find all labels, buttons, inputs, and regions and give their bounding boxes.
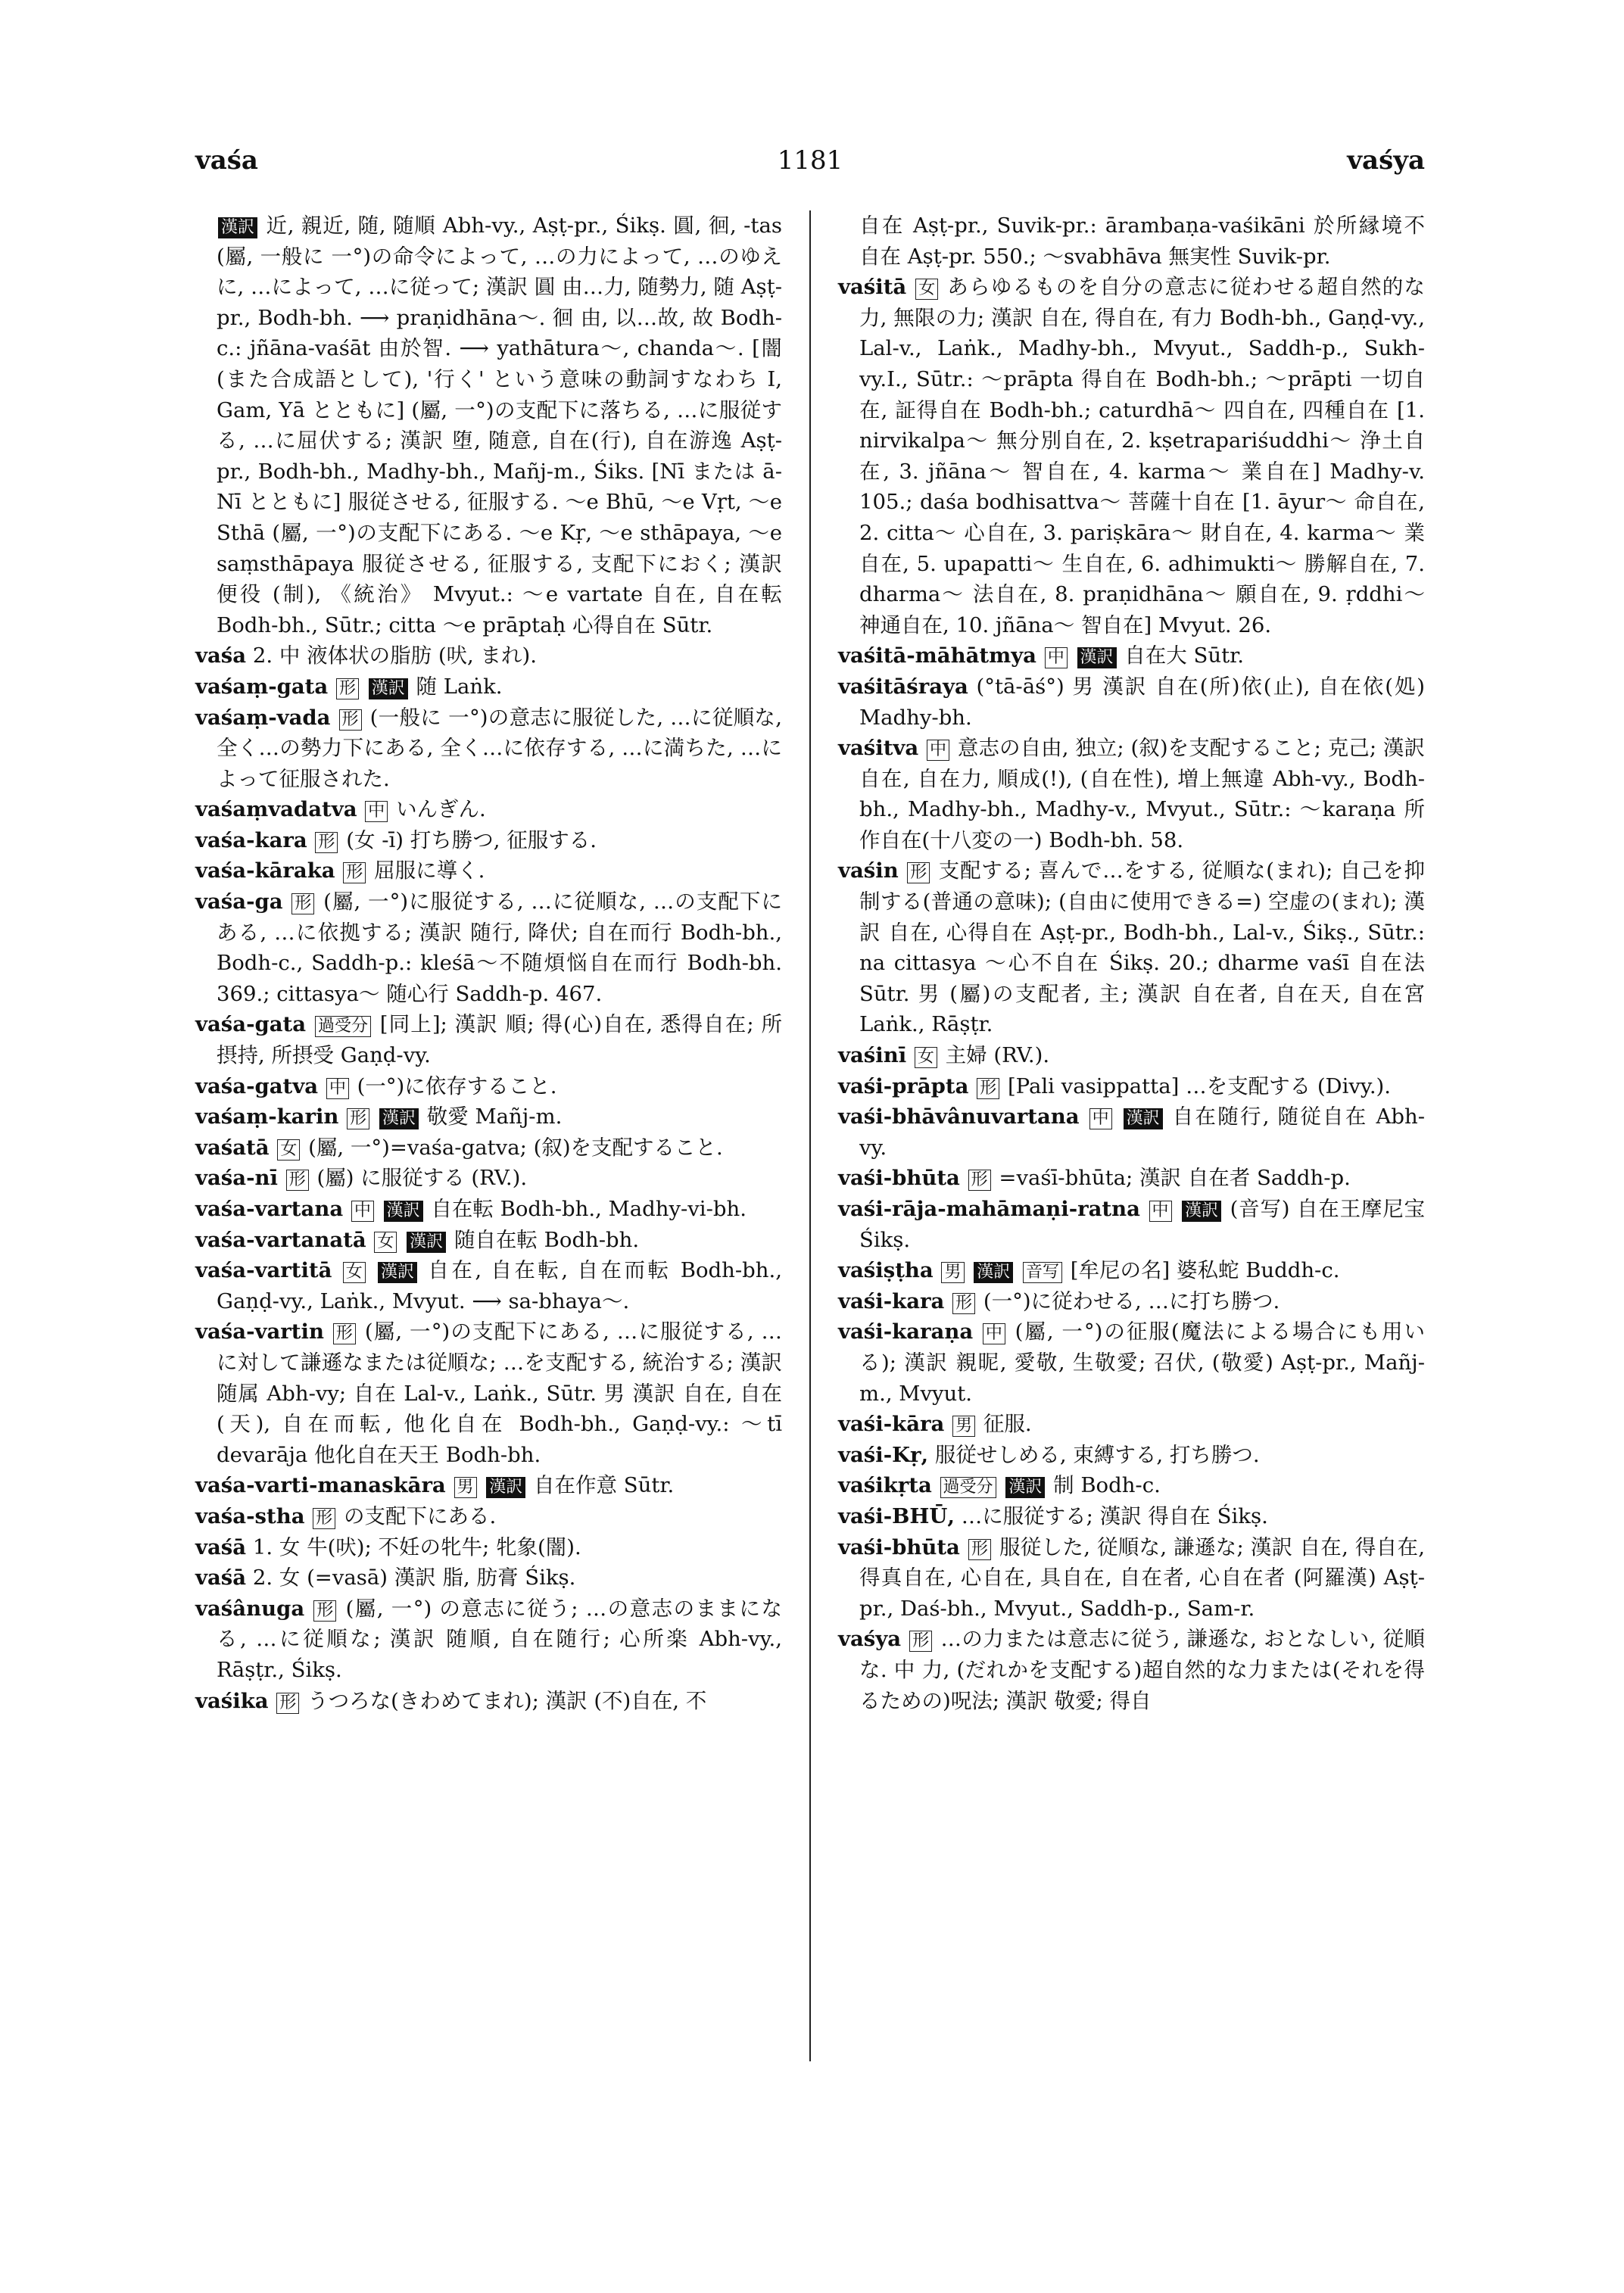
- headword: vaśânuga: [195, 1596, 305, 1621]
- grammar-tag: 女: [374, 1232, 397, 1253]
- grammar-tag: 男: [454, 1477, 477, 1498]
- definition-text: (°tā-āś°) 男 漢訳 自在(所)依(止), 自在依(処) Madhy-bh.: [859, 674, 1425, 730]
- definition-text: 屈服に導く.: [374, 858, 485, 883]
- definition-text: 征服.: [983, 1412, 1032, 1437]
- definition-text: (一°)に従わせる, …に打ち勝つ.: [983, 1288, 1280, 1313]
- grammar-tag: 漢訳: [974, 1262, 1013, 1283]
- headword: vaśā: [195, 1566, 247, 1590]
- dictionary-entry: [195, 1594, 782, 1686]
- headword: vaśika: [195, 1688, 269, 1713]
- grammar-tag: 漢訳: [486, 1477, 525, 1498]
- headword: vaśa-kāraka: [195, 858, 335, 883]
- headword: vaśi-bhūta: [838, 1166, 960, 1191]
- definition-text: 服従した, 従順な, 謙遜な; 漢訳 自在, 得自在, 得真自在, 心自在, 具自在, 自在者, 心自在者 (阿羅漢) Aṣṭ-pr., Daś-bh., Mvyut., Saddh-p., Sam-r.: [859, 1534, 1425, 1621]
- headword: vaśa-gata: [195, 1012, 307, 1037]
- grammar-tag: 形: [968, 1539, 991, 1560]
- dictionary-entry: [838, 1440, 1425, 1471]
- grammar-tag: 形: [313, 1508, 335, 1529]
- definition-text: 2. 中 液体状の脂肪 (吠, まれ).: [252, 643, 538, 668]
- grammar-tag: 中: [326, 1078, 349, 1099]
- definition-text: 主婦 (RV.).: [945, 1043, 1050, 1068]
- dictionary-entry: [195, 1501, 782, 1532]
- grammar-tag: 中: [351, 1201, 374, 1222]
- grammar-tag: 形: [315, 832, 338, 853]
- headword: vaśa-vartana: [195, 1197, 344, 1221]
- definition-text: 随 Laṅk.: [416, 674, 503, 699]
- dictionary-entry: [195, 1255, 782, 1316]
- dictionary-entry: [838, 210, 1425, 272]
- grammar-tag: 形: [909, 1631, 932, 1652]
- grammar-tag: 形: [313, 1600, 336, 1622]
- dictionary-entry: [195, 1163, 782, 1194]
- definition-text: [同上]; 漢訳 順; 得(心)自在, 悉得自在; 所摂持, 所摂受 Gaṇḍ-vy.: [217, 1012, 782, 1068]
- headword: vaśinī: [838, 1043, 907, 1068]
- right-column: [838, 210, 1425, 1716]
- dictionary-entry: [838, 1470, 1425, 1501]
- definition-text: いんぎん.: [396, 797, 486, 822]
- grammar-tag: 形: [333, 1323, 356, 1344]
- definition-text: (屬, 一°)の征服(魔法による場合にも用いる); 漢訳 親昵, 愛敬, 生敬愛; 召伏, (敬愛) Aṣṭ-pr., Mañj-m., Mvyut.: [859, 1319, 1426, 1406]
- definition-text: うつろな(きわめてまれ); 漢訳 (不)自在, 不: [307, 1688, 707, 1713]
- definition-text: 自在 Aṣṭ-pr., Suvik-pr.: ārambaṇa-vaśikāni 於所縁境不自在 Aṣṭ-pr. 550.; ～svabhāva 無実性 Suvik-pr.: [859, 213, 1425, 269]
- headword: vaśi-bhāvânuvartana: [838, 1104, 1080, 1129]
- headword: vaśaṃvadatva: [195, 797, 357, 822]
- definition-text: (屬, 一°)の支配下にある, …に服従する, …に対して謙遜なまたは従順な; …を支配する, 統治する; 漢訳 随属 Abh-vy; 自在 Lal-v., Laṅk., Sūtr. 男 漢訳 自在, 自在(天), 自在而転, 他化自在 Bodh-bh., Gaṇḍ-vy.: ～tī devarāja 他化自在天王 Bodh-bh.: [217, 1319, 782, 1467]
- column-divider: [809, 210, 811, 2061]
- grammar-tag: 漢訳: [378, 1262, 417, 1283]
- grammar-tag: 女: [343, 1262, 366, 1283]
- definition-text: …に服従する; 漢訳 得自在 Śikṣ.: [961, 1503, 1268, 1528]
- dictionary-entry: [195, 825, 782, 856]
- definition-text: の支配下にある.: [344, 1503, 497, 1528]
- definition-text: 意志の自由, 独立; (叙)を支配すること; 克己; 漢訳 自在, 自在力, 順成(!), (自在性), 増上無違 Abh-vy., Bodh-bh., Madhy-bh., Madhy-v., Mvyut., Sūtr.: ～karaṇa 所作自在(十八変の一) Bodh-bh. 58.: [859, 736, 1425, 852]
- headword: vaśa: [195, 643, 247, 668]
- grammar-tag: 漢訳: [384, 1201, 423, 1222]
- headword: vaśya: [838, 1627, 902, 1652]
- grammar-tag: 漢訳: [369, 678, 408, 699]
- grammar-tag: 形: [336, 678, 359, 699]
- grammar-tag: 中: [1149, 1201, 1172, 1222]
- dictionary-entry: [195, 671, 782, 703]
- grammar-tag: 漢訳: [1005, 1477, 1045, 1498]
- dictionary-entry: [838, 1040, 1425, 1071]
- definition-text: 服従せしめる, 束縛する, 打ち勝つ.: [934, 1442, 1260, 1467]
- grammar-tag: 形: [952, 1293, 975, 1314]
- dictionary-entry: [195, 210, 782, 640]
- definition-text: 支配する; 喜んで…をする, 従順な(まれ); 自己を抑制する(普通の意味); (自由に使用できる=) 空虚の(まれ); 漢訳 自在, 心得自在 Aṣṭ-pr., Bodh-bh., Lal-v., Śikṣ., Sūtr.: na cittasya ～心不自在 Śikṣ. 20.; dharme vaśī 自在法 Sūtr. 男 (屬)の支配者, 主; 漢訳 自在者, 自在天, 自在宮 Laṅk., Rāṣṭr.: [859, 858, 1425, 1037]
- grammar-tag: 過受分: [315, 1016, 371, 1037]
- dictionary-entry: [195, 1316, 782, 1470]
- definition-text: 自在大 Sūtr.: [1124, 643, 1244, 668]
- headword: vaśa-vartanatā: [195, 1227, 366, 1252]
- dictionary-entry: [195, 794, 782, 825]
- definition-text: 1. 女 牛(吠); 不妊の牝牛; 牝象(闇).: [252, 1534, 581, 1559]
- running-head-left: vaśa: [195, 145, 258, 176]
- dictionary-entry: [195, 855, 782, 886]
- dictionary-entry: [838, 1532, 1425, 1625]
- dictionary-entry: [195, 1132, 782, 1164]
- definition-text: [牟尼の名] 婆私蛇 Buddh-c.: [1070, 1258, 1340, 1283]
- dictionary-entry: [195, 1101, 782, 1132]
- grammar-tag: 中: [1089, 1108, 1112, 1129]
- headword: vaśaṃ-vada: [195, 705, 331, 730]
- dictionary-entry: [838, 1624, 1425, 1716]
- dictionary-entry: [838, 671, 1425, 733]
- definition-text: (女 -ī) 打ち勝つ, 征服する.: [346, 827, 597, 852]
- headword: vaśitāśraya: [838, 674, 968, 699]
- headword: vaśin: [838, 858, 899, 883]
- dictionary-entry: [838, 733, 1425, 855]
- definition-text: (一般に 一°)の意志に服従した, …に従順な, 全く…の勢力下にある, 全く…に依存する, …に満ちた, …によって征服された.: [217, 705, 782, 791]
- dictionary-entry: [195, 1686, 782, 1717]
- grammar-tag: 漢訳: [407, 1232, 446, 1253]
- grammar-tag: 形: [977, 1078, 999, 1099]
- headword: vaśa-vartin: [195, 1319, 324, 1344]
- dictionary-entry: [838, 1071, 1425, 1102]
- grammar-tag: 漢訳: [1077, 647, 1117, 668]
- dictionary-entry: [195, 703, 782, 795]
- running-head: [189, 145, 1431, 191]
- definition-text: =vaśī-bhūta; 漢訳 自在者 Saddh-p.: [999, 1166, 1351, 1191]
- dictionary-entry: [838, 1163, 1425, 1194]
- headword: vaśi-rāja-mahāmaṇi-ratna: [838, 1197, 1140, 1221]
- dictionary-entry: [838, 855, 1425, 1040]
- definition-text: 制 Bodh-c.: [1053, 1473, 1161, 1498]
- dictionary-entry: [195, 1470, 782, 1501]
- grammar-tag: 漢訳: [1124, 1108, 1163, 1129]
- grammar-tag: 形: [286, 1170, 309, 1191]
- grammar-tag: 形: [347, 1108, 369, 1129]
- grammar-tag: 女: [915, 279, 938, 300]
- definition-text: (屬, 一°)に服従する, …に従順な, …の支配下にある, …に依拠する; 漢訳 随行, 降伏; 自在而行 Bodh-bh., Bodh-c., Saddh-p.: kleśā～不随煩悩自在而行 Bodh-bh. 369.; cittasya～ 随心行 Saddh-p. 467.: [217, 889, 782, 1006]
- dictionary-entry: [838, 1316, 1425, 1409]
- headword: vaśitā: [838, 275, 907, 300]
- grammar-tag: 形: [343, 862, 366, 883]
- headword: vaśa-vartitā: [195, 1258, 332, 1283]
- grammar-tag: 男: [952, 1416, 975, 1437]
- headword: vaśatā: [195, 1135, 270, 1160]
- headword: vaśi-bhūta: [838, 1534, 960, 1559]
- definition-text: あらゆるものを自分の意志に従わせる超自然的な力, 無限の力; 漢訳 自在, 得自在, 有力 Bodh-bh., Gaṇḍ-vy., Lal-v., Laṅk., Madhy-bh., Mvyut., Saddh-p., Sukh-vy.I., Sūtr.: ～prāpta 得自在 Bodh-bh.; ～prāpti 一切自在, 証得自在 Bodh-bh.; caturdhā～ 四自在, 四種自在 [1. nirvikalpa～ 無分別自在, 2. kṣetrapariśuddhi～ 浄土自在, 3. jñāna～ 智自在, 4. karma～ 業自在] Madhy-v. 105.; daśa bodhisattva～ 菩薩十自在 [1. āyur～ 命自在, 2. citta～ 心自在, 3. pariṣkāra～ 財自在, 4. karma～ 業自在, 5. upapatti～ 生自在, 6. adhimukti～ 勝解自在, 7. dharma～ 法自在, 8. praṇidhāna～ 願自在, 9. ṛddhi～ 神通自在, 10. jñāna～ 智自在] Mvyut. 26.: [859, 275, 1426, 637]
- headword: vaśa-nī: [195, 1166, 278, 1191]
- grammar-tag: 女: [277, 1139, 300, 1161]
- headword: vaśa-ga: [195, 889, 283, 914]
- grammar-tag: 過受分: [940, 1477, 996, 1498]
- dictionary-entry: [195, 1562, 782, 1594]
- dictionary-entry: [195, 1225, 782, 1256]
- definition-text: 随自在転 Bodh-bh.: [454, 1227, 640, 1252]
- definition-text: 自在作意 Sūtr.: [534, 1473, 675, 1498]
- dictionary-entry: [195, 886, 782, 1009]
- grammar-tag: 音写: [1023, 1262, 1062, 1283]
- running-head-right: vaśya: [1347, 145, 1425, 176]
- definition-text: (一°)に依存すること.: [357, 1073, 557, 1098]
- dictionary-entry: [838, 1501, 1425, 1532]
- headword: vaśi-BHŪ,: [838, 1503, 955, 1528]
- grammar-tag: 女: [915, 1047, 937, 1068]
- headword: vaśā: [195, 1534, 247, 1559]
- dictionary-entry: [838, 640, 1425, 671]
- headword: vaśa-gatva: [195, 1073, 319, 1098]
- headword: vaśa-kara: [195, 827, 307, 852]
- headword: vaśa-varti-manaskāra: [195, 1473, 446, 1498]
- headword: vaśaṃ-karin: [195, 1104, 339, 1129]
- dictionary-entry: [195, 1071, 782, 1102]
- headword: vaśiṣṭha: [838, 1258, 934, 1283]
- headword: vaśitva: [838, 736, 919, 761]
- grammar-tag: 中: [1045, 647, 1068, 668]
- headword: vaśi-Kṛ,: [838, 1442, 929, 1467]
- dictionary-entry: [195, 1194, 782, 1225]
- grammar-tag: 中: [983, 1323, 1005, 1344]
- headword: vaśi-kara: [838, 1288, 945, 1313]
- grammar-tag: 形: [291, 893, 314, 914]
- dictionary-entry: [838, 1194, 1425, 1255]
- headword: vaśaṃ-gata: [195, 674, 329, 699]
- grammar-tag: 漢訳: [218, 217, 257, 238]
- dictionary-entry: [195, 1532, 782, 1563]
- definition-text: (屬, 一°)=vaśa-gatva; (叙)を支配すること.: [308, 1135, 723, 1160]
- definition-text: 2. 女 (=vasā) 漢訳 脂, 肪膏 Śikṣ.: [252, 1566, 576, 1590]
- grammar-tag: 中: [365, 801, 388, 822]
- grammar-tag: 形: [276, 1693, 299, 1714]
- grammar-tag: 漢訳: [379, 1108, 419, 1129]
- columns: [195, 210, 1425, 2118]
- definition-text: [Pali vasippatta] …を支配する (Divy.).: [1007, 1073, 1392, 1098]
- page-number: 1181: [777, 145, 843, 176]
- dictionary-entry: [838, 1101, 1425, 1163]
- grammar-tag: 形: [968, 1170, 991, 1191]
- grammar-tag: 形: [907, 862, 930, 883]
- definition-text: 自在転 Bodh-bh., Madhy-vi-bh.: [431, 1197, 747, 1221]
- definition-text: 近, 親近, 随, 随順 Abh-vy., Aṣṭ-pr., Śikṣ. 圓, 徊, -tas (屬, 一般に 一°)の命令によって, …の力によって, …のゆえに, …によって, …に従って; 漢訳 圓 由…力, 随勢力, 随 Aṣṭ-pr., Bodh-bh. ⟶ praṇidhāna～. 徊 由, 以…故, 故 Bodh-c.: jñāna-vaśāt 由於智. ⟶ yathātura～, chanda～. [闇 (また合成語として), '行く' という意味の動詞すなわち I, Gam, Yā とともに] (屬, 一°)の支配下に落ちる, …に服従する, …に屈伏する; 漢訳 堕, 随意, 自在(行), 自在游逸 Aṣṭ-pr., Bodh-bh., Madhy-bh., Mañj-m., Śiks. [Nī または ā-Nī とともに] 服従させる, 征服する. ～e Bhū, ～e Vṛt, ～e Sthā (屬, 一°)の支配下にある. ～e Kṛ, ～e sthāpaya, ～e saṃsthāpaya 服従させる, 征服する, 支配下におく; 漢訳 便役 (制), 《統治》 Mvyut.: ～e vartate 自在, 自在転 Bodh-bh., Sūtr.; citta ～e prāptaḥ 心得自在 Sūtr.: [217, 213, 782, 637]
- headword: vaśitā-māhātmya: [838, 643, 1036, 668]
- definition-text: 敬愛 Mañj-m.: [426, 1104, 563, 1129]
- dictionary-entry: [838, 1409, 1425, 1440]
- dictionary-entry: [838, 272, 1425, 640]
- dictionary-entry: [195, 1009, 782, 1070]
- definition-text: (屬) に服従する (RV.).: [316, 1166, 528, 1191]
- left-column: [195, 210, 782, 1716]
- grammar-tag: 形: [339, 709, 362, 731]
- definition-text: (音写) 自在王摩尼宝 Śikṣ.: [859, 1197, 1425, 1252]
- definition-text: 自在随行, 随従自在 Abh-vy.: [859, 1104, 1425, 1160]
- definition-text: (屬, 一°) の意志に従う; …の意志のままになる, …に従順な; 漢訳 随順, 自在随行; 心所楽 Abh-vy., Rāṣṭr., Śikṣ.: [217, 1596, 782, 1682]
- headword: vaśa-stha: [195, 1503, 305, 1528]
- grammar-tag: 中: [927, 740, 949, 761]
- headword: vaśi-karaṇa: [838, 1319, 974, 1344]
- dictionary-entry: [195, 640, 782, 671]
- definition-text: 自在, 自在転, 自在而転 Bodh-bh., Gaṇḍ-vy., Laṅk., Mvyut. ⟶ sa-bhaya～.: [217, 1258, 782, 1313]
- dictionary-entry: [838, 1286, 1425, 1317]
- headword: vaśi-prāpta: [838, 1073, 969, 1098]
- grammar-tag: 漢訳: [1182, 1201, 1221, 1222]
- headword: vaśi-kāra: [838, 1412, 945, 1437]
- headword: vaśikṛta: [838, 1473, 932, 1498]
- grammar-tag: 男: [941, 1262, 964, 1283]
- definition-text: …の力または意志に従う, 謙遜な, おとなしい, 従順な. 中 力, (だれかを支配する)超自然的な力または(それを得るための)呪法; 漢訳 敬愛; 得自: [859, 1627, 1426, 1713]
- dictionary-entry: [838, 1255, 1425, 1286]
